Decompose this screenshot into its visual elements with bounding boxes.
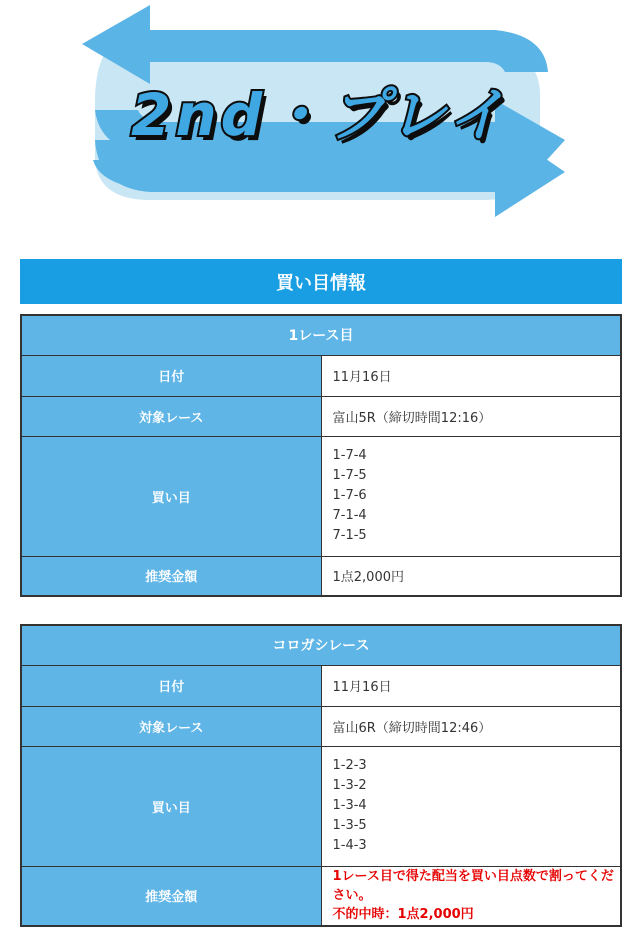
table-row bbox=[21, 396, 621, 436]
table-row bbox=[21, 556, 621, 596]
race-label: 対象レース bbox=[21, 396, 321, 436]
race-value: 富山6R（締切時間12:46） bbox=[321, 706, 621, 746]
race-table-2 bbox=[20, 624, 622, 927]
bet-combination: 1-7-4 bbox=[332, 448, 367, 463]
amount-value: 1点2,000円 bbox=[321, 556, 621, 596]
date-value: 11月16日 bbox=[321, 665, 621, 706]
bet-combination: 7-1-4 bbox=[332, 508, 367, 523]
race-table-1 bbox=[20, 314, 622, 597]
bet-combination: 1-3-2 bbox=[332, 778, 367, 793]
bet-combination: 1-7-6 bbox=[332, 488, 367, 503]
table-row bbox=[21, 746, 621, 866]
bet-combination: 7-1-5 bbox=[332, 528, 367, 543]
date-label: 日付 bbox=[21, 355, 321, 396]
date-value: 11月16日 bbox=[321, 355, 621, 396]
race-heading: 1レース目 bbox=[21, 315, 621, 355]
date-label: 日付 bbox=[21, 665, 321, 706]
bets-label: 買い目 bbox=[21, 436, 321, 556]
race-value: 富山5R（締切時間12:16） bbox=[321, 396, 621, 436]
table-row bbox=[21, 355, 621, 396]
race-heading: コロガシレース bbox=[21, 625, 621, 665]
bet-combination: 1-2-3 bbox=[332, 758, 367, 773]
table-row bbox=[21, 706, 621, 746]
amount-label: 推奨金額 bbox=[21, 866, 321, 926]
bets-list bbox=[321, 746, 621, 866]
logo-banner bbox=[0, 0, 640, 240]
bets-label: 買い目 bbox=[21, 746, 321, 866]
table-row bbox=[21, 665, 621, 706]
bets-list bbox=[321, 436, 621, 556]
bet-combination: 1-3-5 bbox=[332, 818, 367, 833]
bet-combination: 1-7-5 bbox=[332, 468, 367, 483]
table-row bbox=[21, 866, 621, 926]
table-row bbox=[21, 436, 621, 556]
race-label: 対象レース bbox=[21, 706, 321, 746]
logo-text: 2nd・プレイ bbox=[131, 81, 509, 149]
amount-label: 推奨金額 bbox=[21, 556, 321, 596]
section-title: 買い目情報 bbox=[20, 259, 622, 304]
bet-combination: 1-3-4 bbox=[332, 798, 367, 813]
amount-notes bbox=[321, 866, 621, 926]
rollover-note: 1レース目で得た配当を買い目点数で割ってください。 bbox=[332, 869, 614, 904]
miss-note: 不的中時：1点2,000円 bbox=[332, 907, 474, 923]
bet-combination: 1-4-3 bbox=[332, 838, 367, 853]
